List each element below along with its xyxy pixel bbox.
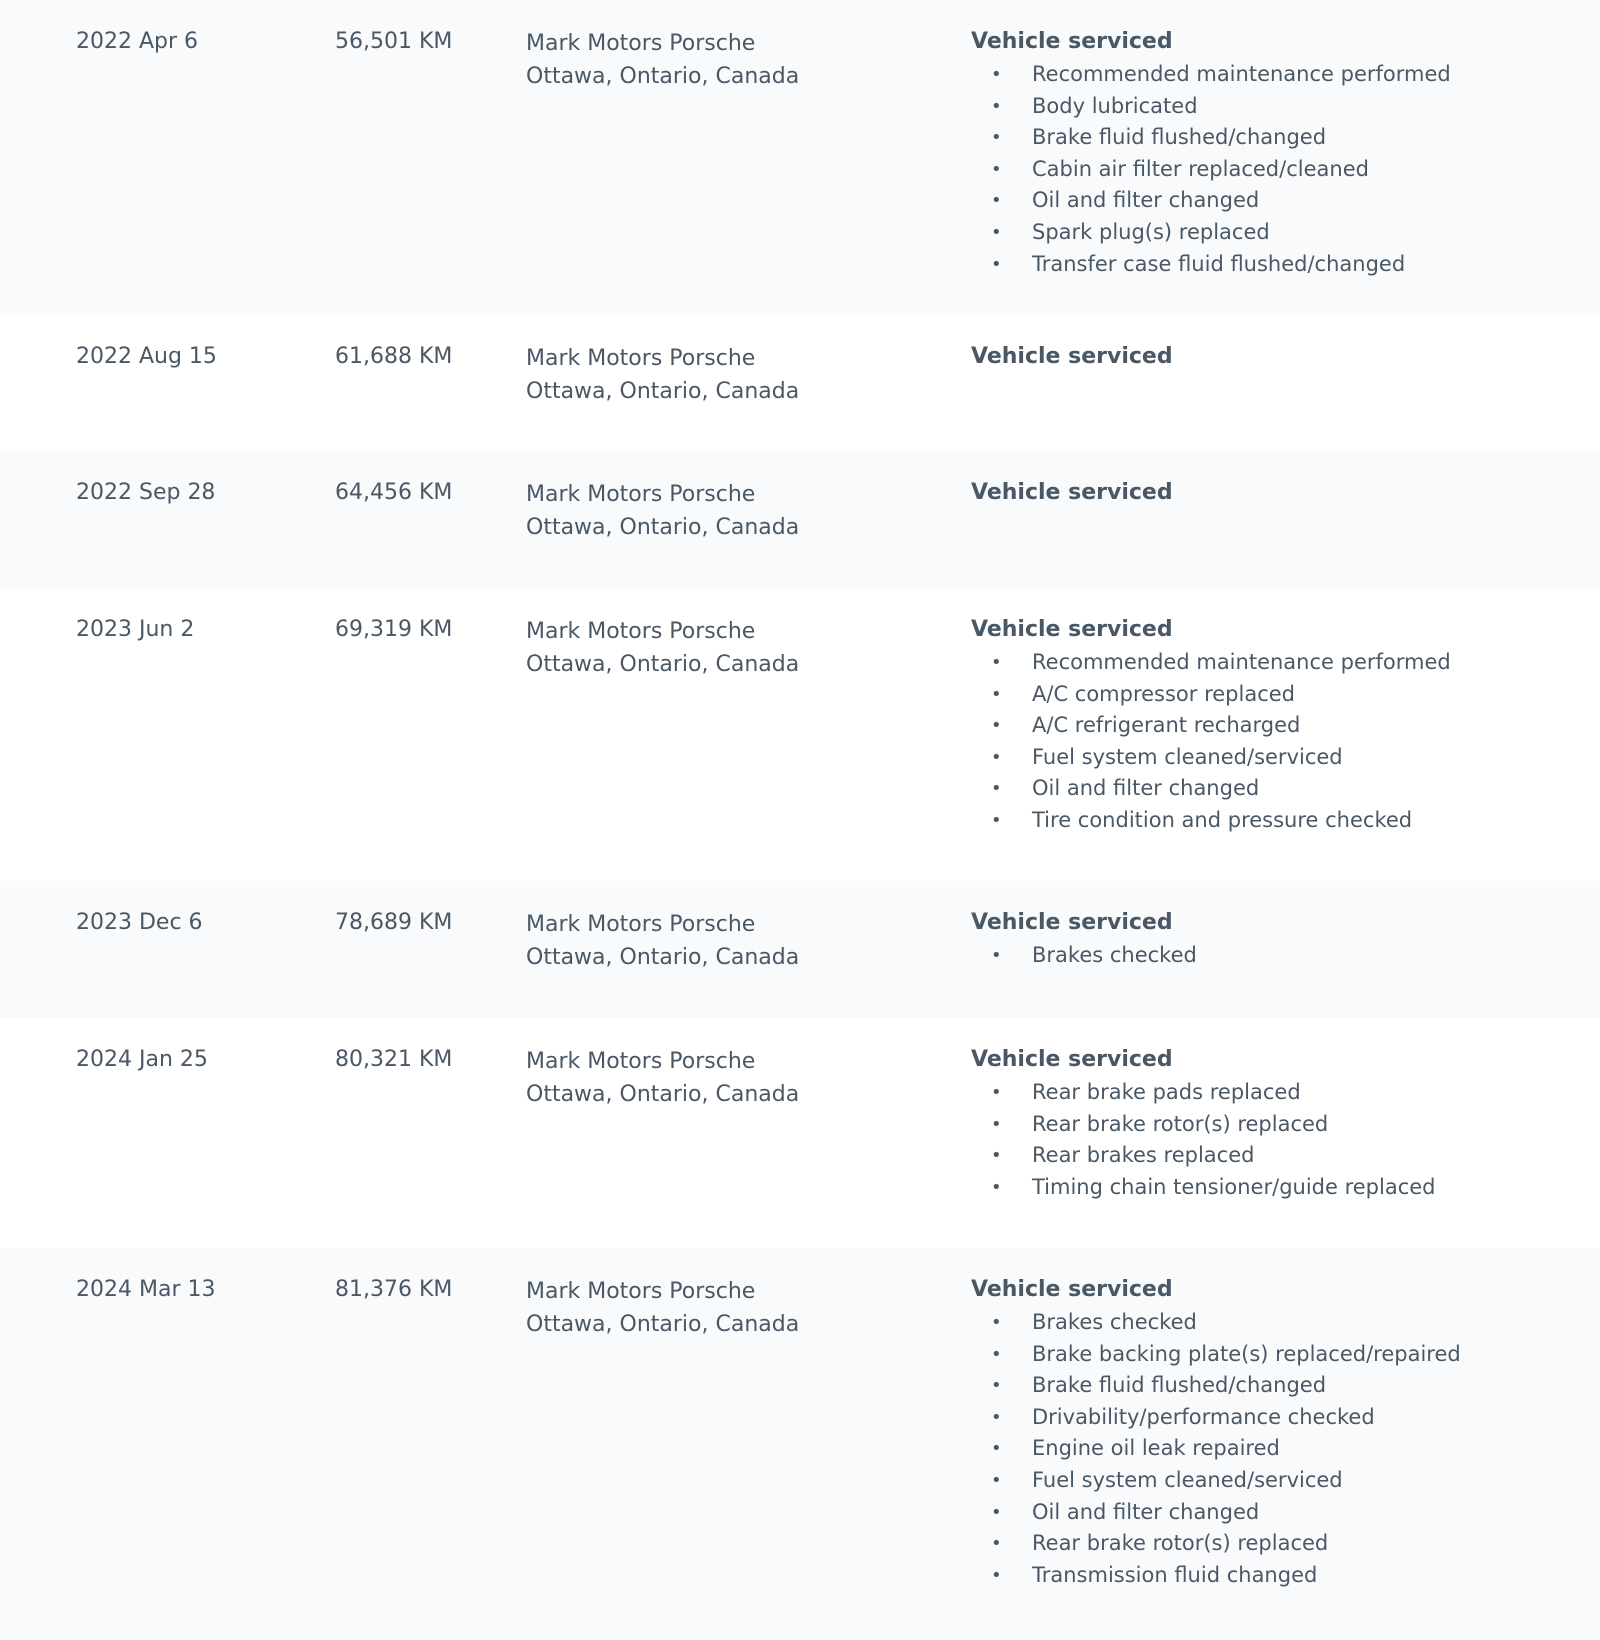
service-item-label: A/C refrigerant recharged [1032,713,1301,738]
record-title: Vehicle serviced [971,1047,1173,1072]
service-items-list [971,59,1600,280]
service-item-label: Rear brake pads replaced [1032,1080,1301,1104]
source-name: Mark Motors Porsche [526,1049,756,1074]
record-title: Vehicle serviced [971,910,1173,935]
bullet-icon: • [991,809,1002,831]
record-source [526,27,799,93]
record-source [526,478,799,544]
record-odometer: 69,319 KM [335,617,453,642]
service-item-label: Brakes checked [1032,1310,1197,1334]
service-item [971,1497,1600,1529]
bullet-icon: • [991,221,1002,243]
bullet-icon: • [991,190,1002,212]
record-odometer: 81,376 KM [335,1277,453,1302]
record-source [526,1275,799,1341]
service-item-label: Oil and filter changed [1032,188,1260,213]
bullet-icon: • [991,1533,1002,1555]
service-record-row [0,881,1600,1018]
service-items-list [971,1307,1600,1591]
service-item [971,1528,1600,1560]
service-record-row [0,451,1600,588]
bullet-icon: • [991,127,1002,149]
source-name: Mark Motors Porsche [526,1279,756,1304]
bullet-icon: • [991,778,1002,800]
source-name: Mark Motors Porsche [526,619,756,644]
bullet-icon: • [991,253,1002,275]
bullet-icon: • [991,1113,1002,1135]
service-item [971,1339,1600,1371]
service-item [971,1140,1600,1172]
record-source [526,342,799,408]
source-location: Ottawa, Ontario, Canada [526,1082,800,1107]
record-details [971,615,1600,837]
bullet-icon: • [991,1176,1002,1198]
service-item-label: Timing chain tensioner/guide replaced [1032,1174,1436,1199]
service-item [971,710,1600,742]
service-items-list [971,647,1600,837]
service-item [971,1109,1600,1141]
record-title: Vehicle serviced [971,617,1173,642]
record-odometer: 80,321 KM [335,1047,453,1072]
record-details [971,1275,1600,1591]
source-location: Ottawa, Ontario, Canada [526,652,800,677]
service-record-row [0,588,1600,881]
service-item-label: Transfer case fluid flushed/changed [1032,251,1406,276]
service-item-label: Oil and filter changed [1032,776,1260,801]
bullet-icon: • [991,683,1002,705]
bullet-icon: • [991,715,1002,737]
record-source [526,908,799,974]
service-item [971,940,1600,972]
bullet-icon: • [991,1564,1002,1586]
service-record-row [0,315,1600,451]
service-item [971,1560,1600,1592]
service-item [971,1433,1600,1465]
record-date: 2022 Aug 15 [76,344,217,369]
source-location: Ottawa, Ontario, Canada [526,64,800,89]
service-item-label: Spark plug(s) replaced [1032,219,1270,244]
bullet-icon: • [991,1312,1002,1333]
service-item-label: Brake backing plate(s) replaced/repaired [1032,1341,1461,1366]
source-location: Ottawa, Ontario, Canada [526,515,800,540]
record-odometer: 56,501 KM [335,29,453,54]
service-items-list [971,1077,1600,1203]
service-item [971,1465,1600,1497]
service-item-label: Tire condition and pressure checked [1032,807,1413,832]
source-name: Mark Motors Porsche [526,482,756,507]
source-location: Ottawa, Ontario, Canada [526,1312,800,1337]
service-item-label: Brake fluid flushed/changed [1032,125,1327,150]
service-item [971,742,1600,774]
source-name: Mark Motors Porsche [526,346,756,371]
service-item-label: Brake fluid flushed/changed [1032,1373,1327,1398]
service-item [971,59,1600,91]
record-details [971,478,1600,508]
record-source [526,1045,799,1111]
service-item [971,91,1600,123]
record-odometer: 64,456 KM [335,480,453,505]
bullet-icon: • [991,1406,1002,1428]
bullet-icon: • [991,1438,1002,1460]
service-item-label: Rear brakes replaced [1032,1143,1255,1168]
service-items-list [971,940,1600,972]
record-date: 2022 Apr 6 [76,29,199,54]
record-title: Vehicle serviced [971,1277,1173,1302]
record-details [971,342,1600,372]
service-item [971,1172,1600,1204]
service-item [971,154,1600,186]
service-item-label: Drivability/performance checked [1032,1404,1375,1429]
service-record-row [0,1018,1600,1248]
source-location: Ottawa, Ontario, Canada [526,945,800,970]
service-item-label: Fuel system cleaned/serviced [1032,744,1343,769]
bullet-icon: • [991,1375,1002,1397]
service-item [971,217,1600,249]
service-item-label: Engine oil leak repaired [1032,1436,1280,1461]
bullet-icon: • [991,64,1002,85]
record-date: 2024 Mar 13 [76,1277,216,1302]
service-item-label: Brakes checked [1032,943,1197,967]
record-date: 2024 Jan 25 [76,1047,208,1072]
record-title: Vehicle serviced [971,480,1173,505]
service-item-label: Recommended maintenance performed [1032,62,1451,86]
service-item-label: Body lubricated [1032,93,1198,118]
service-item-label: Cabin air filter replaced/cleaned [1032,156,1369,181]
bullet-icon: • [991,158,1002,180]
service-item-label: A/C compressor replaced [1032,681,1296,706]
service-item [971,1307,1600,1339]
bullet-icon: • [991,652,1002,673]
service-item [971,185,1600,217]
record-odometer: 61,688 KM [335,344,453,369]
record-details [971,1045,1600,1203]
record-details [971,908,1600,972]
service-item [971,1370,1600,1402]
bullet-icon: • [991,95,1002,117]
bullet-icon: • [991,1501,1002,1523]
bullet-icon: • [991,746,1002,768]
record-date: 2022 Sep 28 [76,480,216,505]
service-item [971,1077,1600,1109]
service-record-row [0,1248,1600,1640]
service-item-label: Recommended maintenance performed [1032,650,1451,674]
record-title: Vehicle serviced [971,344,1173,369]
service-item [971,773,1600,805]
service-item [971,647,1600,679]
record-title: Vehicle serviced [971,29,1173,54]
service-item [971,122,1600,154]
service-item-label: Oil and filter changed [1032,1499,1260,1524]
record-date: 2023 Dec 6 [76,910,203,935]
service-item-label: Rear brake rotor(s) replaced [1032,1111,1329,1136]
record-date: 2023 Jun 2 [76,617,195,642]
source-name: Mark Motors Porsche [526,912,756,937]
record-odometer: 78,689 KM [335,910,453,935]
service-item [971,249,1600,281]
service-item [971,805,1600,837]
bullet-icon: • [991,1469,1002,1491]
source-location: Ottawa, Ontario, Canada [526,379,800,404]
service-item-label: Transmission fluid changed [1032,1562,1318,1587]
record-details [971,27,1600,280]
source-name: Mark Motors Porsche [526,31,756,56]
service-item [971,679,1600,711]
bullet-icon: • [991,1145,1002,1167]
service-item [971,1402,1600,1434]
service-record-row [0,0,1600,315]
service-item-label: Fuel system cleaned/serviced [1032,1467,1343,1492]
bullet-icon: • [991,1082,1002,1103]
record-source [526,615,799,681]
service-item-label: Rear brake rotor(s) replaced [1032,1531,1329,1556]
bullet-icon: • [991,945,1002,966]
bullet-icon: • [991,1343,1002,1365]
